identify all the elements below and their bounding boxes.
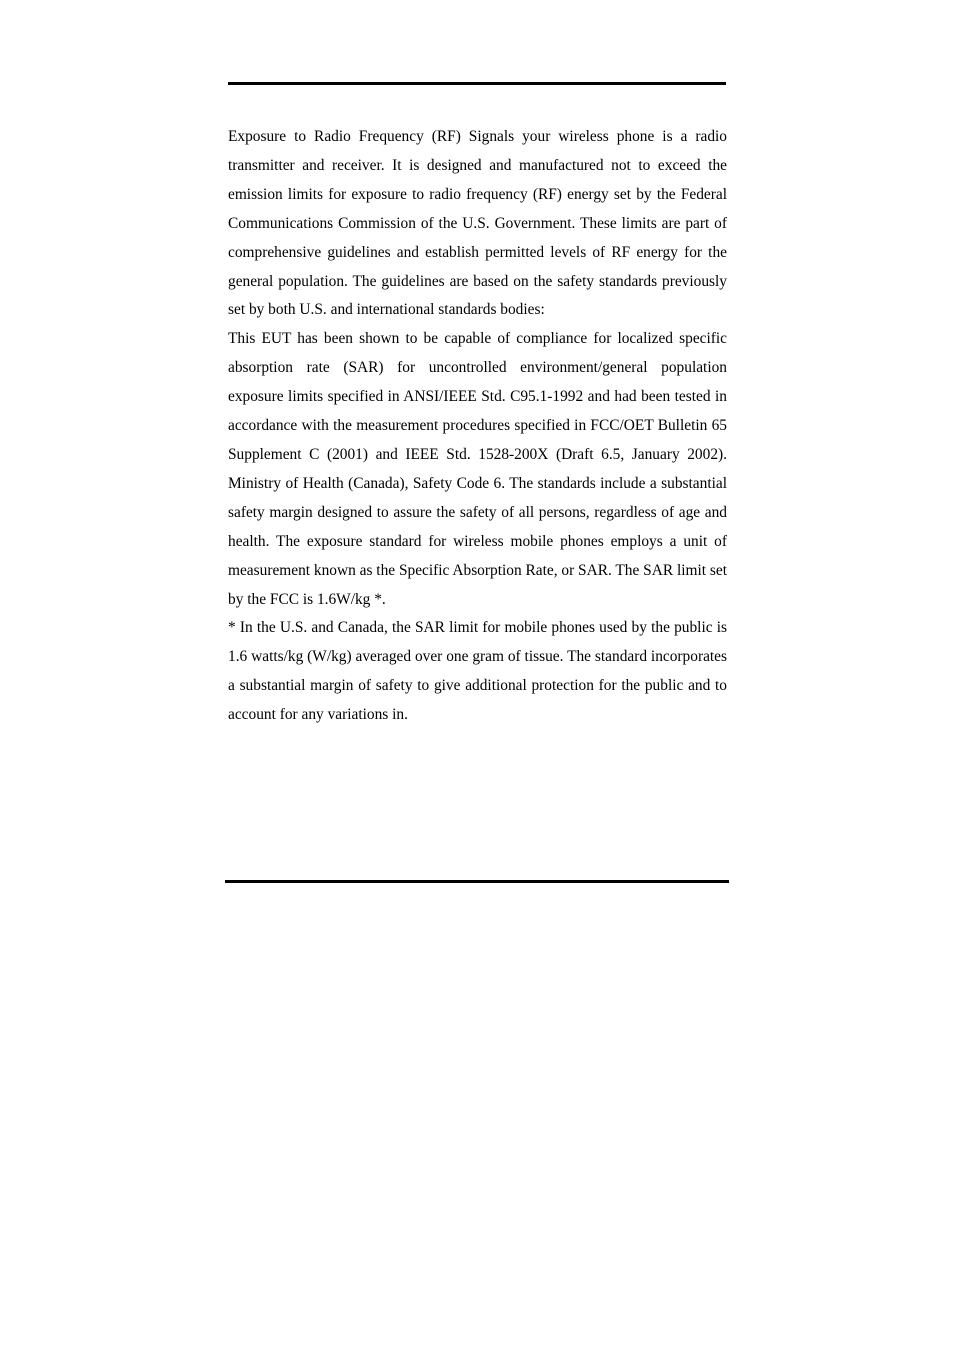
header-rule xyxy=(228,82,726,85)
footer-rule xyxy=(225,880,729,883)
paragraph-sar-compliance: This EUT has been shown to be capable of compliance for localized specific absorption rate (SAR) for uncontrolled environment/general population exposure limits specified in ANSI/IEEE Std. C95.1-1992 and had been tested in accordance with the measurement procedures specified in FCC/OET Bulletin 65 Supplement C (2001) and IEEE Std. 1528-200X (Draft 6.5, January 2002). Ministry of Health (Canada), Safety Code 6. The standards include a substantial safety margin designed to assure the safety of all persons, regardless of age and health. The exposure standard for wireless mobile phones employs a unit of measurement known as the Specific Absorption Rate, or SAR. The SAR limit set by the FCC is 1.6W/kg *. xyxy=(228,330,727,608)
document-body xyxy=(228,123,727,730)
paragraph-rf-exposure: Exposure to Radio Frequency (RF) Signals your wireless phone is a radio transmitter and receiver. It is designed and manufactured not to exceed the emission limits for exposure to radio frequency (RF) energy set by the Federal Communications Commission of the U.S. Government. These limits are part of comprehensive guidelines and establish permitted levels of RF energy for the general population. The guidelines are based on the safety standards previously set by both U.S. and international standards bodies: xyxy=(228,128,727,319)
paragraph-sar-limit-footnote: * In the U.S. and Canada, the SAR limit for mobile phones used by the public is 1.6 watts/kg (W/kg) averaged over one gram of tissue. The standard incorporates a substantial margin of safety to give additional protection for the public and to account for any variations in. xyxy=(228,619,727,724)
